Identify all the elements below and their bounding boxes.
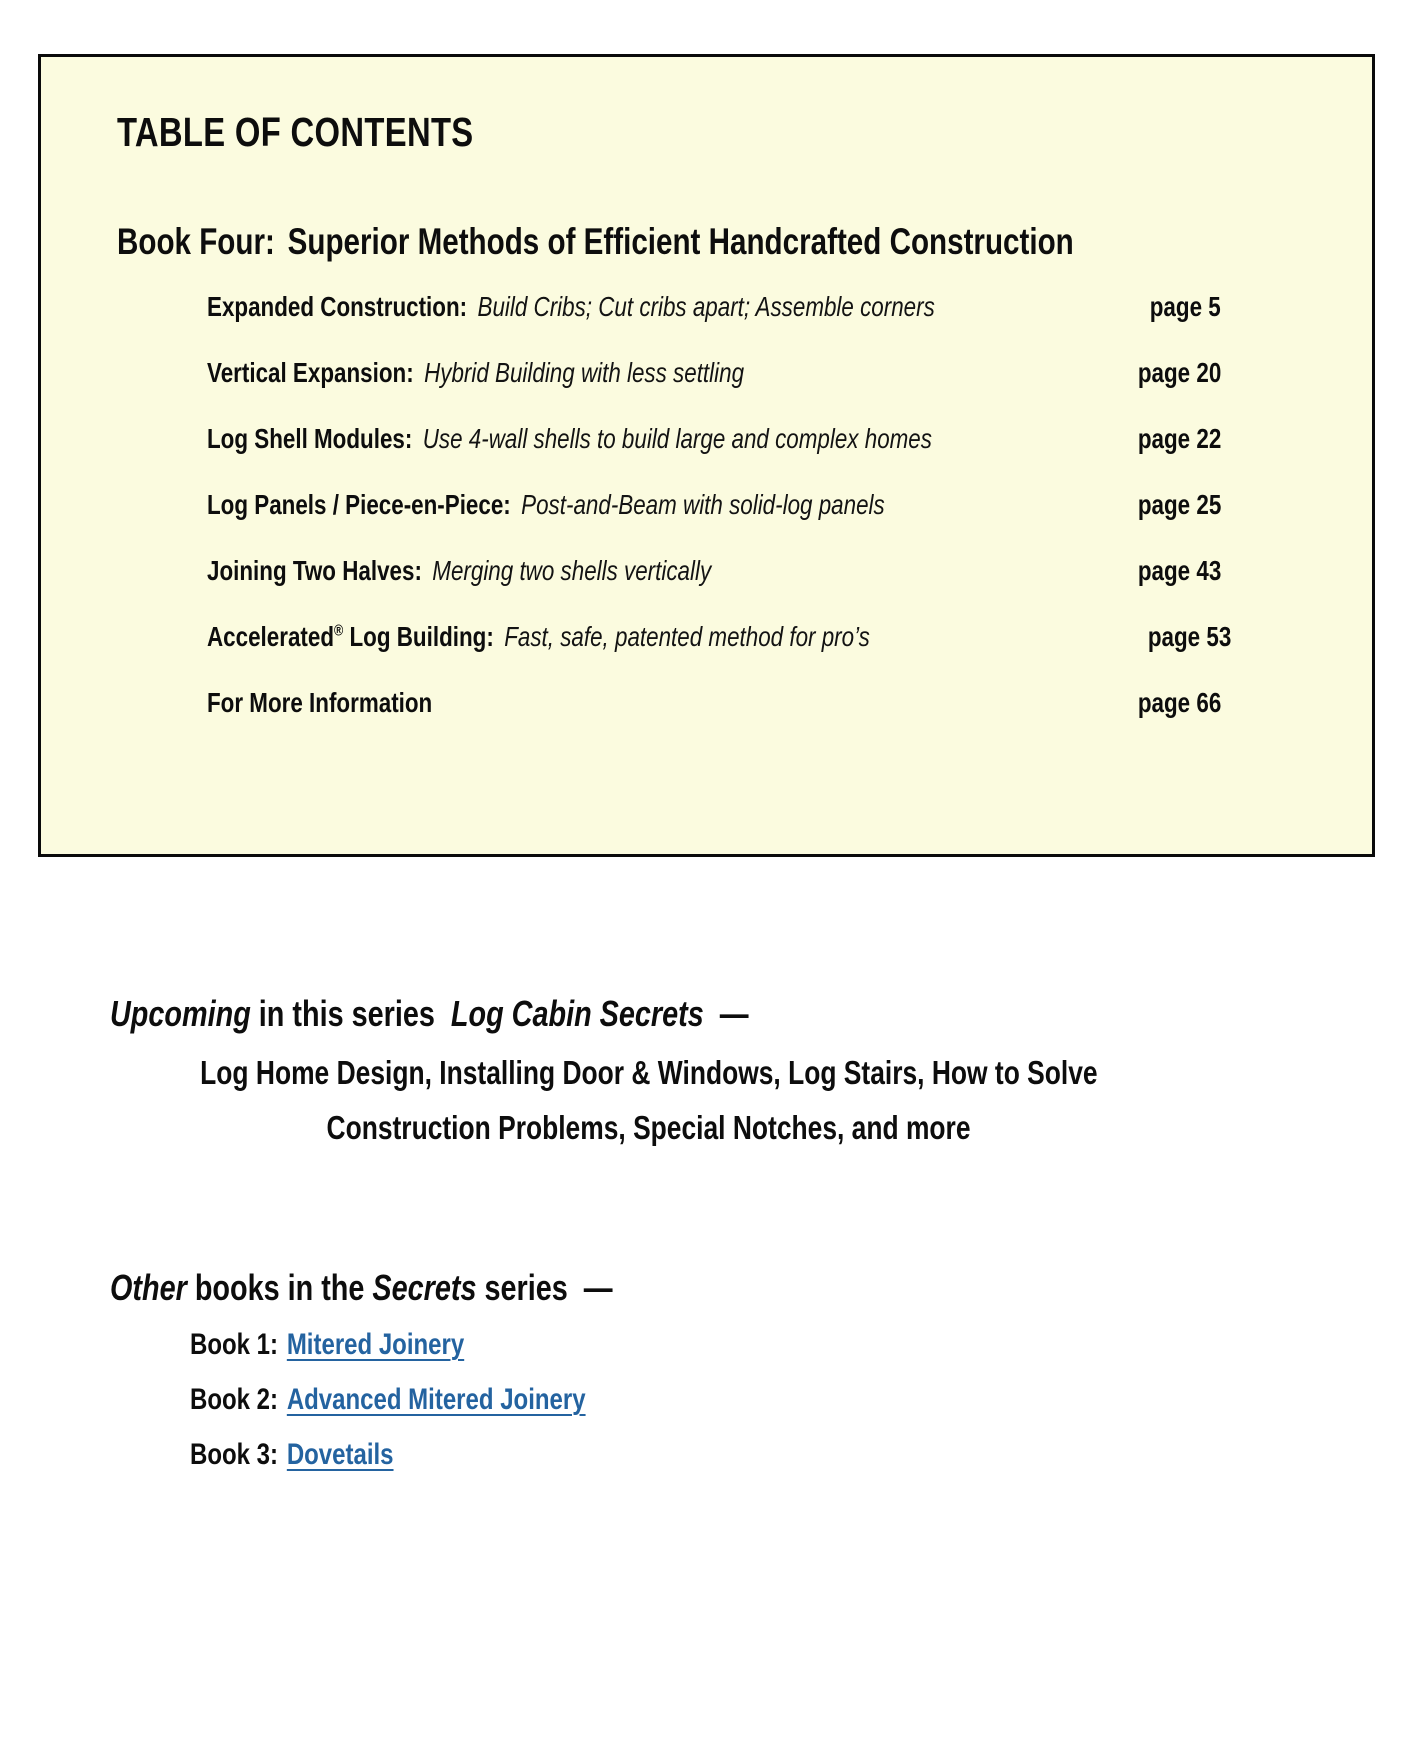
toc-entry[interactable] xyxy=(41,609,1372,675)
upcoming-heading-dash: — xyxy=(719,993,749,1034)
toc-entry-text xyxy=(207,687,443,719)
toc-entry[interactable] xyxy=(41,477,1372,543)
book-number-label: Book 3: xyxy=(190,1438,279,1471)
toc-entry-page: page 22 xyxy=(1137,423,1221,454)
toc-entry-text xyxy=(207,357,744,389)
book-heading-label: Book Four: xyxy=(117,221,275,262)
toc-entry-description: Post-and-Beam with solid-log panels xyxy=(521,489,885,520)
list-item xyxy=(190,1383,910,1438)
toc-entry-text xyxy=(207,423,932,455)
other-books-heading-plain-2: series xyxy=(484,1267,568,1308)
toc-entry-page: page 25 xyxy=(1137,489,1221,520)
other-books-heading-emphasis: Other xyxy=(110,1267,187,1308)
other-books-heading-plain-1: books in the xyxy=(194,1267,365,1308)
toc-entry-label xyxy=(207,621,494,652)
other-books-heading-dash: — xyxy=(583,1267,613,1308)
book-heading-title: Superior Methods of Efficient Handcrafted Construction xyxy=(287,221,1074,262)
toc-entry-label-rest: Log Building: xyxy=(343,621,494,652)
toc-entry-description: Hybrid Building with less settling xyxy=(424,357,745,388)
toc-entry-page: page 66 xyxy=(1137,687,1221,718)
toc-entry-page: page 43 xyxy=(1137,555,1221,586)
upcoming-heading-plain: in this series xyxy=(258,993,435,1034)
book-link-2[interactable]: Advanced Mitered Joinery xyxy=(286,1383,586,1416)
list-item xyxy=(190,1328,910,1383)
toc-entry-text xyxy=(207,621,870,653)
table-of-contents-panel xyxy=(38,54,1375,857)
toc-entry[interactable] xyxy=(41,345,1372,411)
toc-entry-list xyxy=(41,279,1372,741)
toc-entry-label: Log Panels / Piece-en-Piece: xyxy=(207,489,511,520)
toc-entry[interactable] xyxy=(41,279,1372,345)
other-books-list xyxy=(190,1328,1090,1493)
upcoming-heading xyxy=(110,993,749,1035)
upcoming-topics-line-1: Log Home Design, Installing Door & Windows, Log Stairs, How to Solve xyxy=(199,1054,1098,1091)
toc-entry-text xyxy=(207,291,935,323)
book-link-3[interactable]: Dovetails xyxy=(286,1438,394,1471)
book-number-label: Book 1: xyxy=(190,1328,279,1361)
toc-entry-description: Fast, safe, patented method for pro’s xyxy=(504,621,870,652)
other-books-heading xyxy=(110,1267,613,1309)
other-books-series-title: Secrets xyxy=(372,1267,477,1308)
book-heading xyxy=(117,221,1074,263)
toc-entry-page: page 53 xyxy=(1147,621,1231,652)
upcoming-series-title: Log Cabin Secrets xyxy=(450,993,704,1034)
list-item xyxy=(190,1438,910,1493)
toc-entry-page: page 5 xyxy=(1150,291,1221,322)
toc-entry[interactable] xyxy=(41,543,1372,609)
book-number-label: Book 2: xyxy=(190,1383,279,1416)
toc-entry-description: Build Cribs; Cut cribs apart; Assemble corners xyxy=(477,291,935,322)
toc-entry[interactable] xyxy=(41,675,1372,741)
page-title: TABLE OF CONTENTS xyxy=(117,109,474,155)
toc-entry-text xyxy=(207,555,711,587)
toc-entry-label: Log Shell Modules: xyxy=(207,423,413,454)
toc-entry-text xyxy=(207,489,885,521)
toc-entry-description: Use 4-wall shells to build large and complex homes xyxy=(422,423,932,454)
toc-entry-label: For More Information xyxy=(207,687,433,718)
toc-entry-page: page 20 xyxy=(1137,357,1221,388)
upcoming-topics-line-2: Construction Problems, Special Notches, and more xyxy=(326,1109,971,1146)
registered-trademark-icon: ® xyxy=(334,622,344,640)
upcoming-heading-emphasis: Upcoming xyxy=(110,993,251,1034)
toc-entry-description: Merging two shells vertically xyxy=(432,555,712,586)
toc-entry-label: Vertical Expansion: xyxy=(207,357,414,388)
toc-entry-label-main: Accelerated xyxy=(207,621,335,652)
book-link-1[interactable]: Mitered Joinery xyxy=(286,1328,465,1361)
toc-entry-label: Expanded Construction: xyxy=(207,291,468,322)
toc-entry-label: Joining Two Halves: xyxy=(207,555,422,586)
toc-entry[interactable] xyxy=(41,411,1372,477)
